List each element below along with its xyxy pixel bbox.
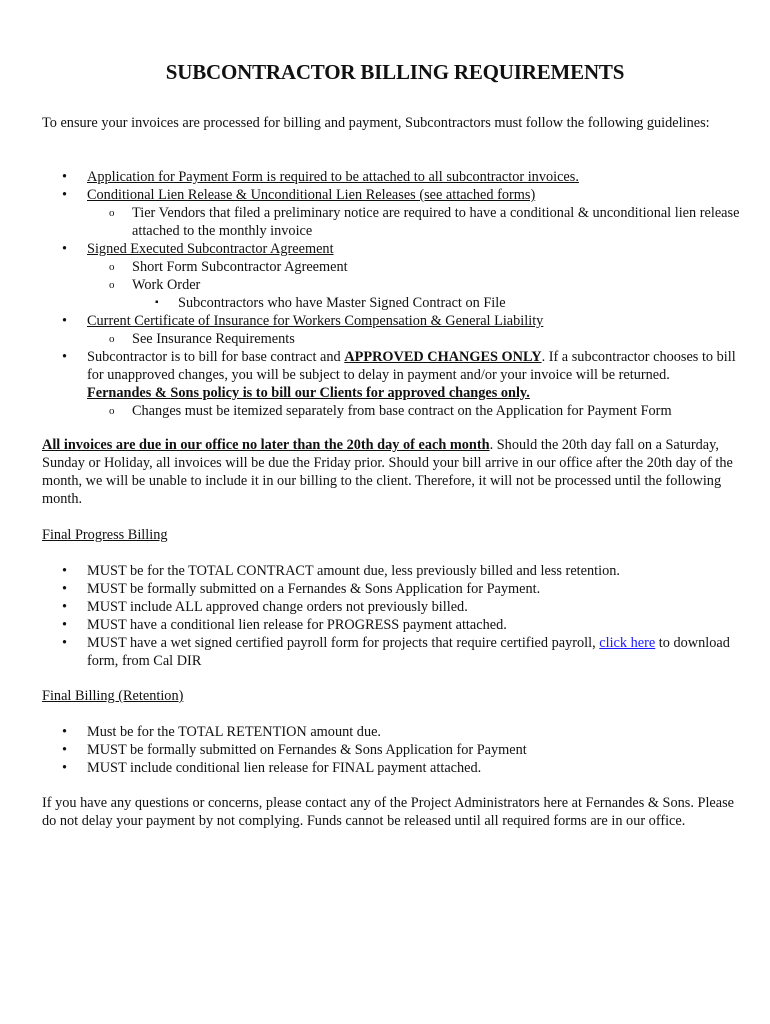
list-item: • MUST have a conditional lien release for PROGRESS payment attached. [62, 617, 507, 633]
bullet-marker: • [62, 742, 68, 758]
list-item [42, 402, 748, 420]
approved-changes-emphasis: APPROVED CHANGES ONLY [344, 349, 542, 365]
sub-bullet-marker: o [109, 261, 115, 273]
signed-agreement-requirement: Signed Executed Subcontractor Agreement [87, 241, 334, 257]
list-item: • MUST have a wet signed certified payroll form for projects that require certified payroll, click here to download form, from Cal DIR [62, 635, 730, 669]
intro-paragraph: To ensure your invoices are processed for billing and payment, Subcontractors must follow the following guidelines: [42, 115, 710, 131]
sub-bullet-marker: o [109, 279, 115, 291]
bullet-marker: • [62, 187, 68, 203]
list-item [42, 186, 748, 204]
changes-itemized-note: Changes must be itemized separately from base contract on the Application for Payment Form [132, 403, 672, 419]
sub-bullet-marker: o [109, 207, 115, 219]
square-bullet-marker: ▪ [155, 297, 159, 308]
list-item: • MUST be formally submitted on a Fernandes & Sons Application for Payment. [62, 581, 541, 597]
list-item: • MUST include conditional lien release for FINAL payment attached. [62, 760, 482, 776]
billing-scope-text: Subcontractor is to bill for base contract and APPROVED CHANGES ONLY. If a subcontractor chooses to bill for unapproved changes, you will be subject to delay in payment and/or your invoice will be returned. [87, 349, 736, 383]
final-billing-list [42, 723, 748, 777]
bullet-marker: • [62, 617, 68, 633]
sub-bullet-marker: o [109, 405, 115, 417]
insurance-requirements-note: See Insurance Requirements [132, 331, 295, 347]
list-item [42, 168, 748, 186]
due-date-paragraph: All invoices are due in our office no later than the 20th day of each month. Should the 20th day fall on a Saturday, Sunday or Holiday, all invoices will be due the Friday prior. Should your bill arrive in our office after the 20th day of the month, we will be unable to include it in our billing to the client. Therefore, it will not be processed until the following month. [42, 437, 733, 507]
bullet-marker: • [62, 169, 68, 185]
bullet-marker: • [62, 724, 68, 740]
bullet-marker: • [62, 313, 68, 329]
list-item [42, 348, 748, 402]
list-item: • MUST be for the TOTAL CONTRACT amount due, less previously billed and less retention. [62, 563, 620, 579]
bullet-marker: • [62, 760, 68, 776]
list-item: • MUST be formally submitted on Fernandes & Sons Application for Payment [62, 742, 527, 758]
short-form-agreement: Short Form Subcontractor Agreement [132, 259, 348, 275]
tier-vendors-note: Tier Vendors that filed a preliminary notice are required to have a conditional & unconditional lien release attached to the monthly invoice [132, 205, 740, 239]
final-progress-list [42, 562, 748, 670]
page-title: SUBCONTRACTOR BILLING REQUIREMENTS [165, 60, 625, 84]
app-form-requirement: Application for Payment Form is required to be attached to all subcontractor invoices. [87, 169, 579, 185]
bullet-marker: • [62, 581, 68, 597]
final-billing-heading: Final Billing (Retention) [42, 688, 184, 704]
bullet-marker: • [62, 563, 68, 579]
list-item [42, 258, 748, 276]
list-item [42, 312, 748, 330]
requirements-list [42, 168, 748, 420]
work-order: Work Order [132, 277, 201, 293]
due-date-emphasis: All invoices are due in our office no later than the 20th day of each month [42, 437, 490, 453]
final-progress-heading: Final Progress Billing [42, 527, 168, 543]
list-item [42, 276, 748, 294]
list-item [42, 330, 748, 348]
bullet-marker: • [62, 241, 68, 257]
company-policy-note: Fernandes & Sons policy is to bill our Clients for approved changes only. [87, 385, 530, 401]
list-item [42, 294, 748, 312]
bullet-marker: • [62, 349, 68, 365]
master-contract-note: Subcontractors who have Master Signed Contract on File [178, 295, 506, 311]
closing-paragraph: If you have any questions or concerns, please contact any of the Project Administrators here at Fernandes & Sons. Please do not delay your payment by not complying. Funds cannot be released until all required forms are in our office. [42, 795, 735, 829]
insurance-certificate-requirement: Current Certificate of Insurance for Workers Compensation & General Liability [87, 313, 544, 329]
bullet-marker: • [62, 635, 68, 651]
list-item: • MUST include ALL approved change orders not previously billed. [62, 599, 468, 615]
list-item [42, 240, 748, 258]
lien-release-requirement: Conditional Lien Release & Unconditional Lien Releases (see attached forms) [87, 187, 536, 203]
list-item [42, 204, 748, 240]
download-payroll-form-link[interactable]: click here [599, 635, 656, 651]
sub-bullet-marker: o [109, 333, 115, 345]
list-item: • Must be for the TOTAL RETENTION amount due. [62, 724, 382, 740]
bullet-marker: • [62, 599, 68, 615]
